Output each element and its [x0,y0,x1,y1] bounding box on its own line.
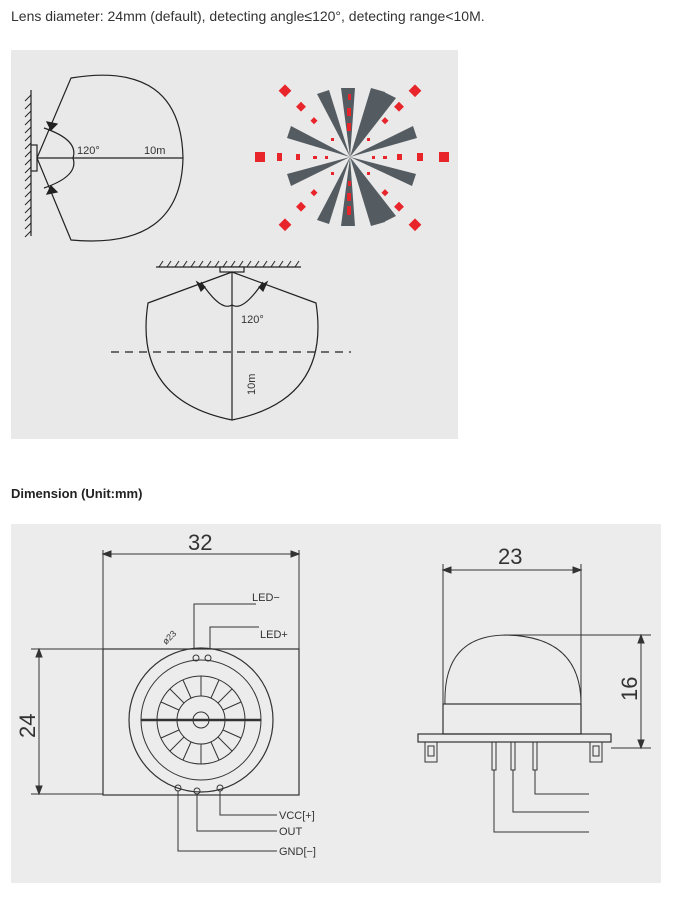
dimension-drawing-panel [11,524,661,883]
ceiling-view-range-label: 10m [246,373,258,395]
detection-diagram-panel [11,50,458,439]
section-title: Dimension (Unit:mm) [11,486,143,501]
detection-diagram [11,50,458,439]
side-view-range-label: 10m [144,145,166,157]
intro-text: Lens diameter: 24mm (default), detecting angle≤120°, detecting range<10M. [11,8,485,24]
led-minus-label: LED− [252,592,280,604]
out-label: OUT [279,826,303,838]
side-height-label: 16 [617,676,642,701]
ceiling-view-diagram [111,261,351,420]
front-height-label: 24 [15,713,40,738]
gnd-label: GND[−] [279,846,316,858]
side-view-diagram [25,75,183,241]
detection-zone-pattern [255,84,449,231]
side-view-angle-label: 120° [77,145,100,157]
dimension-drawing [11,524,661,883]
ceiling-view-angle-label: 120° [241,314,264,326]
side-width-label: 23 [498,544,523,569]
front-width-label: 32 [188,530,213,555]
led-plus-label: LED+ [260,629,288,641]
lens-diameter-label: ø23 [160,628,179,647]
vcc-label: VCC[+] [279,810,315,822]
